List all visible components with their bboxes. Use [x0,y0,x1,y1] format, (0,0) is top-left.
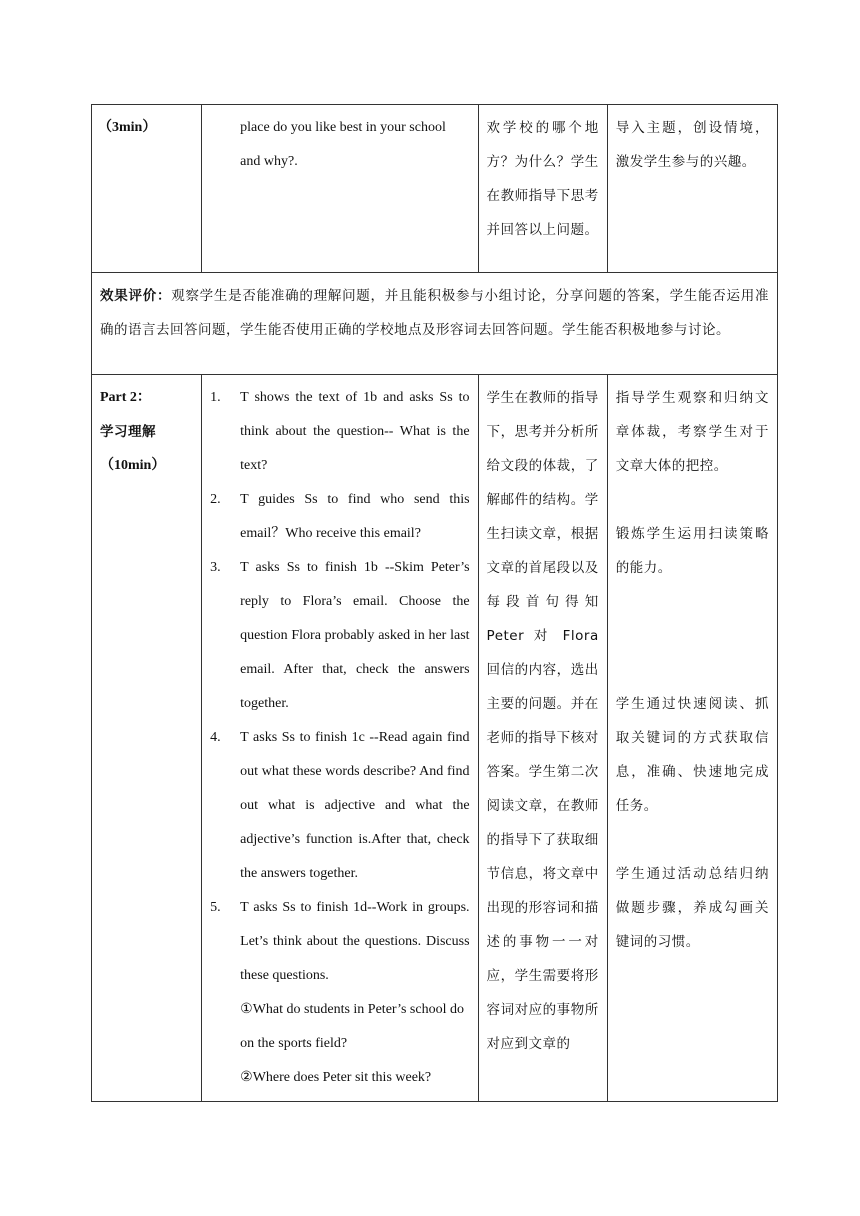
step-number: 1. [210,390,221,405]
evaluation-text: 观察学生是否能准确的理解问题，并且能积极参与小组讨论，分享问题的答案，学生能否运用准确的语言去回答问题，学生能否使用正确的学校地点及形容词去回答问题。学生能否积极地参与讨论。 [100,288,770,338]
design-intent-text: 指导学生观察和归纳文章体裁，考察学生对于文章大体的把控。 [615,390,769,474]
evaluation-cell [92,273,778,375]
student-activity-text: 学生在教师的指导下，思考并分析所给文段的体裁，了解邮件的结构。学生扫读文章，根据文章的首尾段以及每段首句得知 Peter 对 Flora 回信的内容，选出主要的问题。并在老师的指导下核对答案。学生第二次阅读文章，在教师的指导下了获取细节信息，将文章中出现的形容词和描述的事物一一对应，学生需要将形容词对应的事物所对应到文章的 [486,390,599,1052]
step-number: 4. [210,730,221,745]
step-text: T asks Ss to finish 1b --Skim Peter’s reply to Flora’s email. Choose the question Flora probably asked in her last email. After that, check the answers together. [240,560,470,711]
design-intent-text: 锻炼学生运用扫读策略的能力。 [615,526,769,576]
stage-time: （3min） [98,120,157,135]
lesson-plan-table [91,104,778,1102]
student-activity-text: 欢学校的哪个地方？为什么？学生在教师指导下思考并回答以上问题。 [486,120,599,238]
step-item [210,891,469,993]
stage-label: Part 2： [100,390,151,405]
sub-question: ②Where does Peter sit this week? [240,1070,432,1085]
step-text: T asks Ss to finish 1c --Read again find out what these words describe? And find out what is adjective and what the adjective’s function is.After that, check the answers together. [240,730,470,881]
teacher-steps-list [210,381,469,993]
design-intent-text: 学生通过快速阅读、抓取关键词的方式获取信息，准确、快速地完成任务。 [615,696,769,814]
lesson-plan-page [91,104,778,1102]
design-intent-text: 学生通过活动总结归纳做题步骤，养成勾画关键词的习惯。 [615,866,769,950]
design-intent-cell [607,105,777,273]
stage-cell [92,375,202,1102]
student-activity-cell [478,375,607,1102]
evaluation-label: 效果评价： [100,288,172,304]
student-activity-cell [478,105,607,273]
teacher-activity-cell [202,105,478,273]
stage-cell [92,105,202,273]
evaluation-row [92,273,778,375]
warmup-row [92,105,778,273]
step-item [210,483,469,551]
stage-time: （10min） [100,458,166,473]
sub-question: ①What do students in Peter’s school do on the sports field? [240,1002,464,1051]
part2-row [92,375,778,1102]
activity-line: and why?. [240,154,298,169]
design-intent-text: 导入主题，创设情境，激发学生参与的兴趣。 [615,120,769,170]
design-intent-cell [607,375,777,1102]
step-item [210,551,469,721]
step-item [210,721,469,891]
activity-line: place do you like best in your school [240,120,446,135]
step-text: T asks Ss to finish 1d--Work in groups. Let’s think about the questions. Discuss these questions. [240,900,470,983]
step-number: 3. [210,560,221,575]
step-text: T guides Ss to find who send this email？Who receive this email? [240,492,470,541]
step-item [210,381,469,483]
evaluation-paragraph [92,273,777,353]
teacher-activity-cell [202,375,478,1102]
stage-name: 学习理解 [100,424,156,440]
step-number: 5. [210,900,221,915]
step-number: 2. [210,492,221,507]
step-text: T shows the text of 1b and asks Ss to think about the question-- What is the text? [240,390,470,473]
